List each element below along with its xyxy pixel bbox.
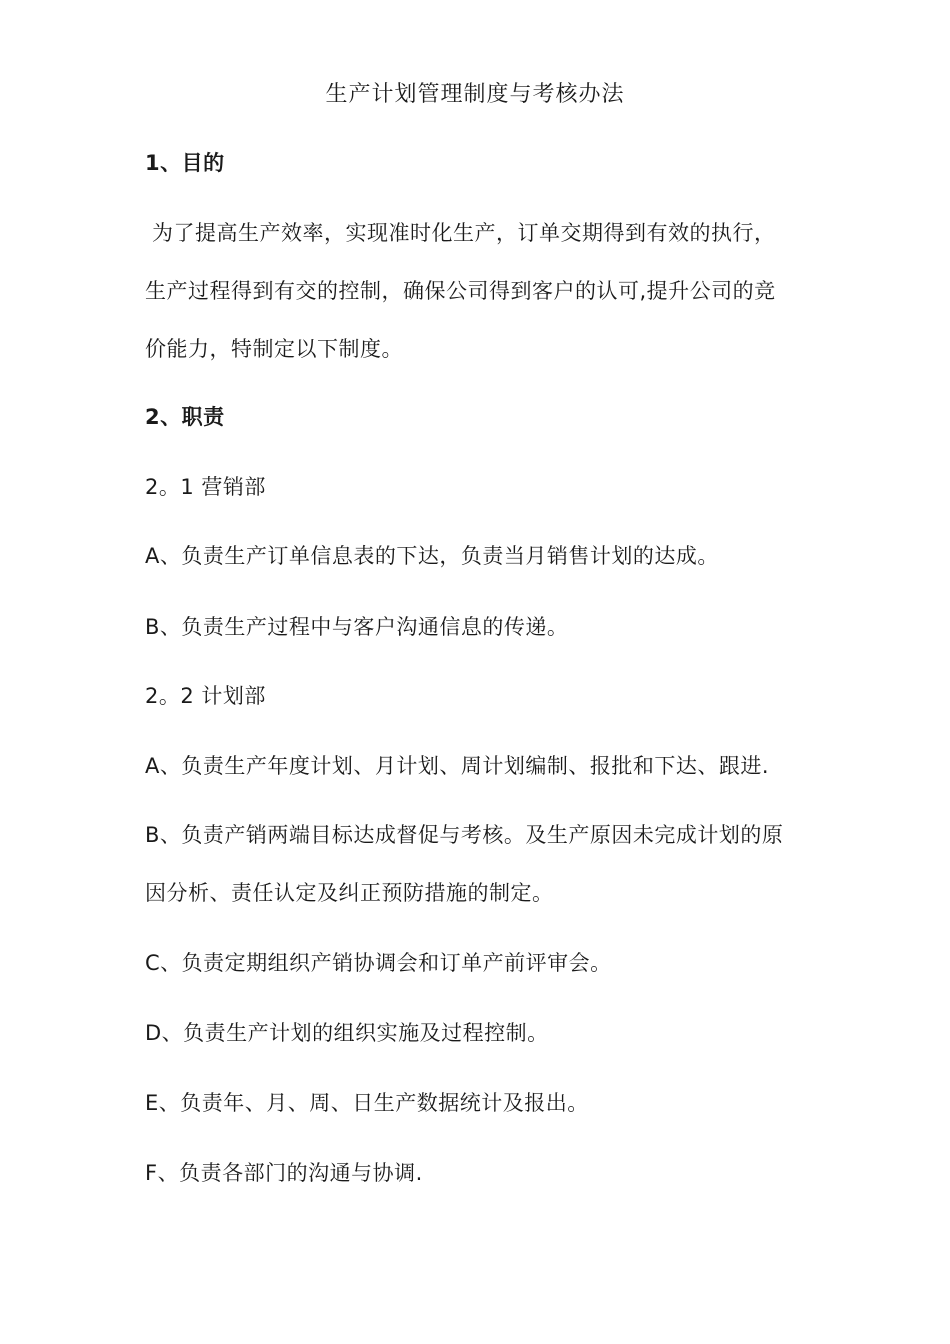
subsection-2-2-heading: 2。2 计划部	[145, 684, 266, 708]
planning-item-a: A、负责生产年度计划、月计划、周计划编制、报批和下达、跟进.	[145, 754, 770, 778]
planning-item-f: F、负责各部门的沟通与协调.	[145, 1161, 423, 1185]
section-1-heading: 1、目的	[145, 151, 225, 175]
subsection-2-1-heading: 2。1 营销部	[145, 475, 266, 499]
planning-item-d: D、负责生产计划的组织实施及过程控制。	[145, 1021, 549, 1045]
document-title: 生产计划管理制度与考核办法	[325, 82, 625, 107]
section-1-paragraph-line-1: 为了提高生产效率，实现准时化生产，订单交期得到有效的执行，	[152, 221, 776, 245]
marketing-item-a: A、负责生产订单信息表的下达，负责当月销售计划的达成。	[145, 544, 719, 568]
section-1-paragraph-line-3: 价能力，特制定以下制度。	[145, 337, 403, 361]
planning-item-e: E、负责年、月、周、日生产数据统计及报出。	[145, 1091, 589, 1115]
section-2-heading: 2、职责	[145, 405, 225, 429]
planning-item-b-line-2: 因分析、责任认定及纠正预防措施的制定。	[145, 881, 554, 905]
marketing-item-b: B、负责生产过程中与客户沟通信息的传递。	[145, 615, 569, 639]
planning-item-b-line-1: B、负责产销两端目标达成督促与考核。及生产原因未完成计划的原	[145, 823, 784, 847]
section-1-paragraph-line-2: 生产过程得到有交的控制，确保公司得到客户的认可,提升公司的竞	[145, 279, 776, 303]
planning-item-c: C、负责定期组织产销协调会和订单产前评审会。	[145, 951, 612, 975]
